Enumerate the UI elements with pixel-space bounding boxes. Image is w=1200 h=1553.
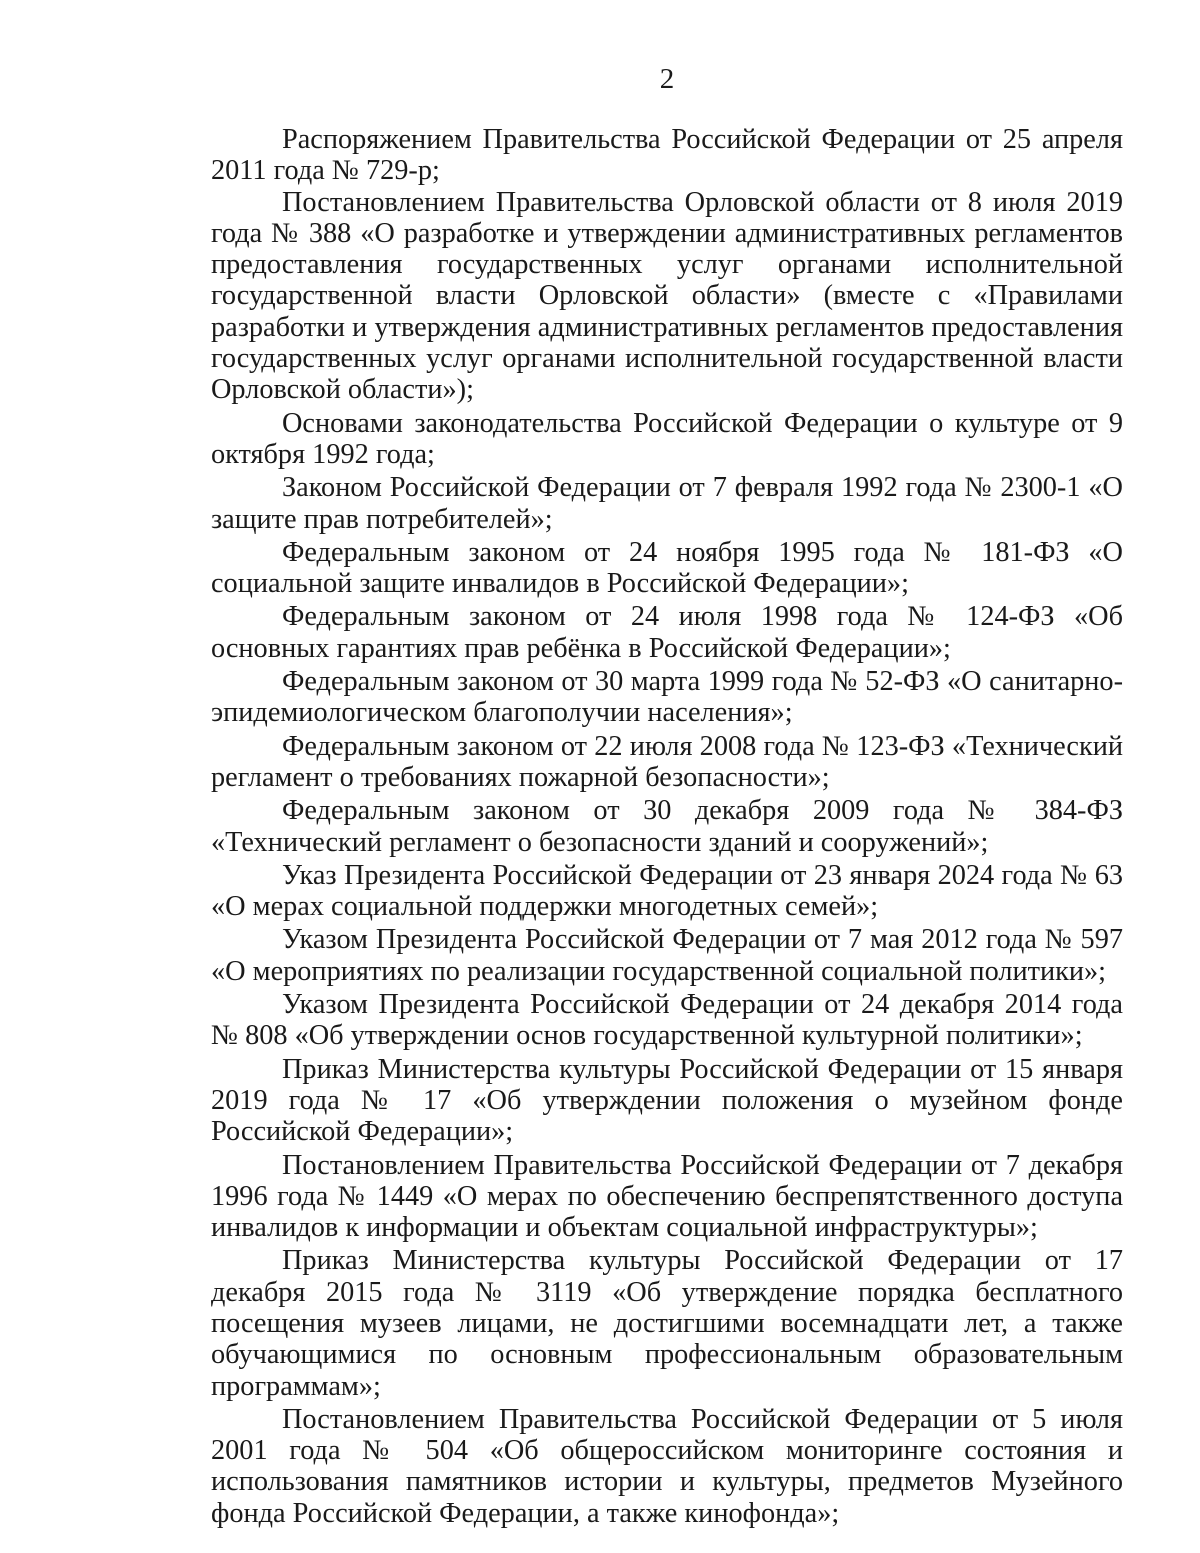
paragraph-fz-123: Федеральным законом от 22 июля 2008 года № 123-ФЗ «Технический регламент о требованиях пожарной безопасности»; [211,730,1123,793]
paragraph-fz-384: Федеральным законом от 30 декабря 2009 года № 384-ФЗ «Технический регламент о безопасности зданий и сооружений»; [211,795,1123,858]
paragraph-ukaz-63: Указ Президента Российской Федерации от 23 января 2024 года № 63 «О мерах социальной поддержки многодетных семей»; [211,859,1123,923]
page-number: 2 [659,63,675,95]
paragraph-fz-181: Федеральным законом от 24 ноября 1995 года № 181-ФЗ «О социальной защите инвалидов в Российской Федерации»; [211,536,1123,600]
paragraph-rasporyazhenie-729r: Распоряжением Правительства Российской Федерации от 25 апреля 2011 года № 729-р; [211,124,1123,187]
paragraph-postanovlenie-504: Постановлением Правительства Российской Федерации от 5 июля 2001 года № 504 «Об общероссийском мониторинге состояния и использования памятников истории и культуры, предметов Музейного фонда Российской Федерации, а также кинофонда»; [211,1403,1123,1529]
paragraph-ukaz-808: Указом Президента Российской Федерации от 24 декабря 2014 года № 808 «Об утверждении основ государственной культурной политики»; [211,989,1123,1052]
paragraph-prikaz-17: Приказ Министерства культуры Российской Федерации от 15 января 2019 года № 17 «Об утверждении положения о музейном фонде Российской Федерации»; [211,1053,1123,1148]
paragraph-prikaz-3119: Приказ Министерства культуры Российской Федерации от 17 декабря 2015 года № 3119 «Об утверждение порядка бесплатного посещения музеев лицами, не достигшими восемнадцати лет, а также обучающимися по основным профессиональным образовательным программам»; [211,1245,1123,1402]
paragraph-postanovlenie-1449: Постановлением Правительства Российской Федерации от 7 декабря 1996 года № 1449 «О мерах по обеспечению беспрепятственного доступа инвалидов к информации и объектам социальной инфраструктуры»; [211,1149,1123,1244]
paragraph-zakon-2300-1: Законом Российской Федерации от 7 февраля 1992 года № 2300-1 «О защите прав потребителей»; [211,472,1123,535]
paragraph-postanovlenie-orel-388: Постановлением Правительства Орловской области от 8 июля 2019 года № 388 «О разработке и утверждении административных регламентов предоставления государственных услуг органами исполнительной государственной власти Орловской области» (вместе с «Правилами разработки и утверждения административных регламентов предоставления государственных услуг органами исполнительной государственной власти Орловской области»); [211,186,1123,406]
paragraph-fz-52: Федеральным законом от 30 марта 1999 года № 52-ФЗ «О санитарно-эпидемиологическом благополучии населения»; [211,666,1123,729]
paragraph-fz-124: Федеральным законом от 24 июля 1998 года № 124-ФЗ «Об основных гарантиях прав ребёнка в Российской Федерации»; [211,601,1123,664]
paragraph-ukaz-597: Указом Президента Российской Федерации от 7 мая 2012 года № 597 «О мероприятиях по реализации государственной социальной политики»; [211,924,1123,987]
document-body [211,124,1123,1529]
paragraph-osnovy-kultura: Основами законодательства Российской Федерации о культуре от 9 октября 1992 года; [211,407,1123,470]
